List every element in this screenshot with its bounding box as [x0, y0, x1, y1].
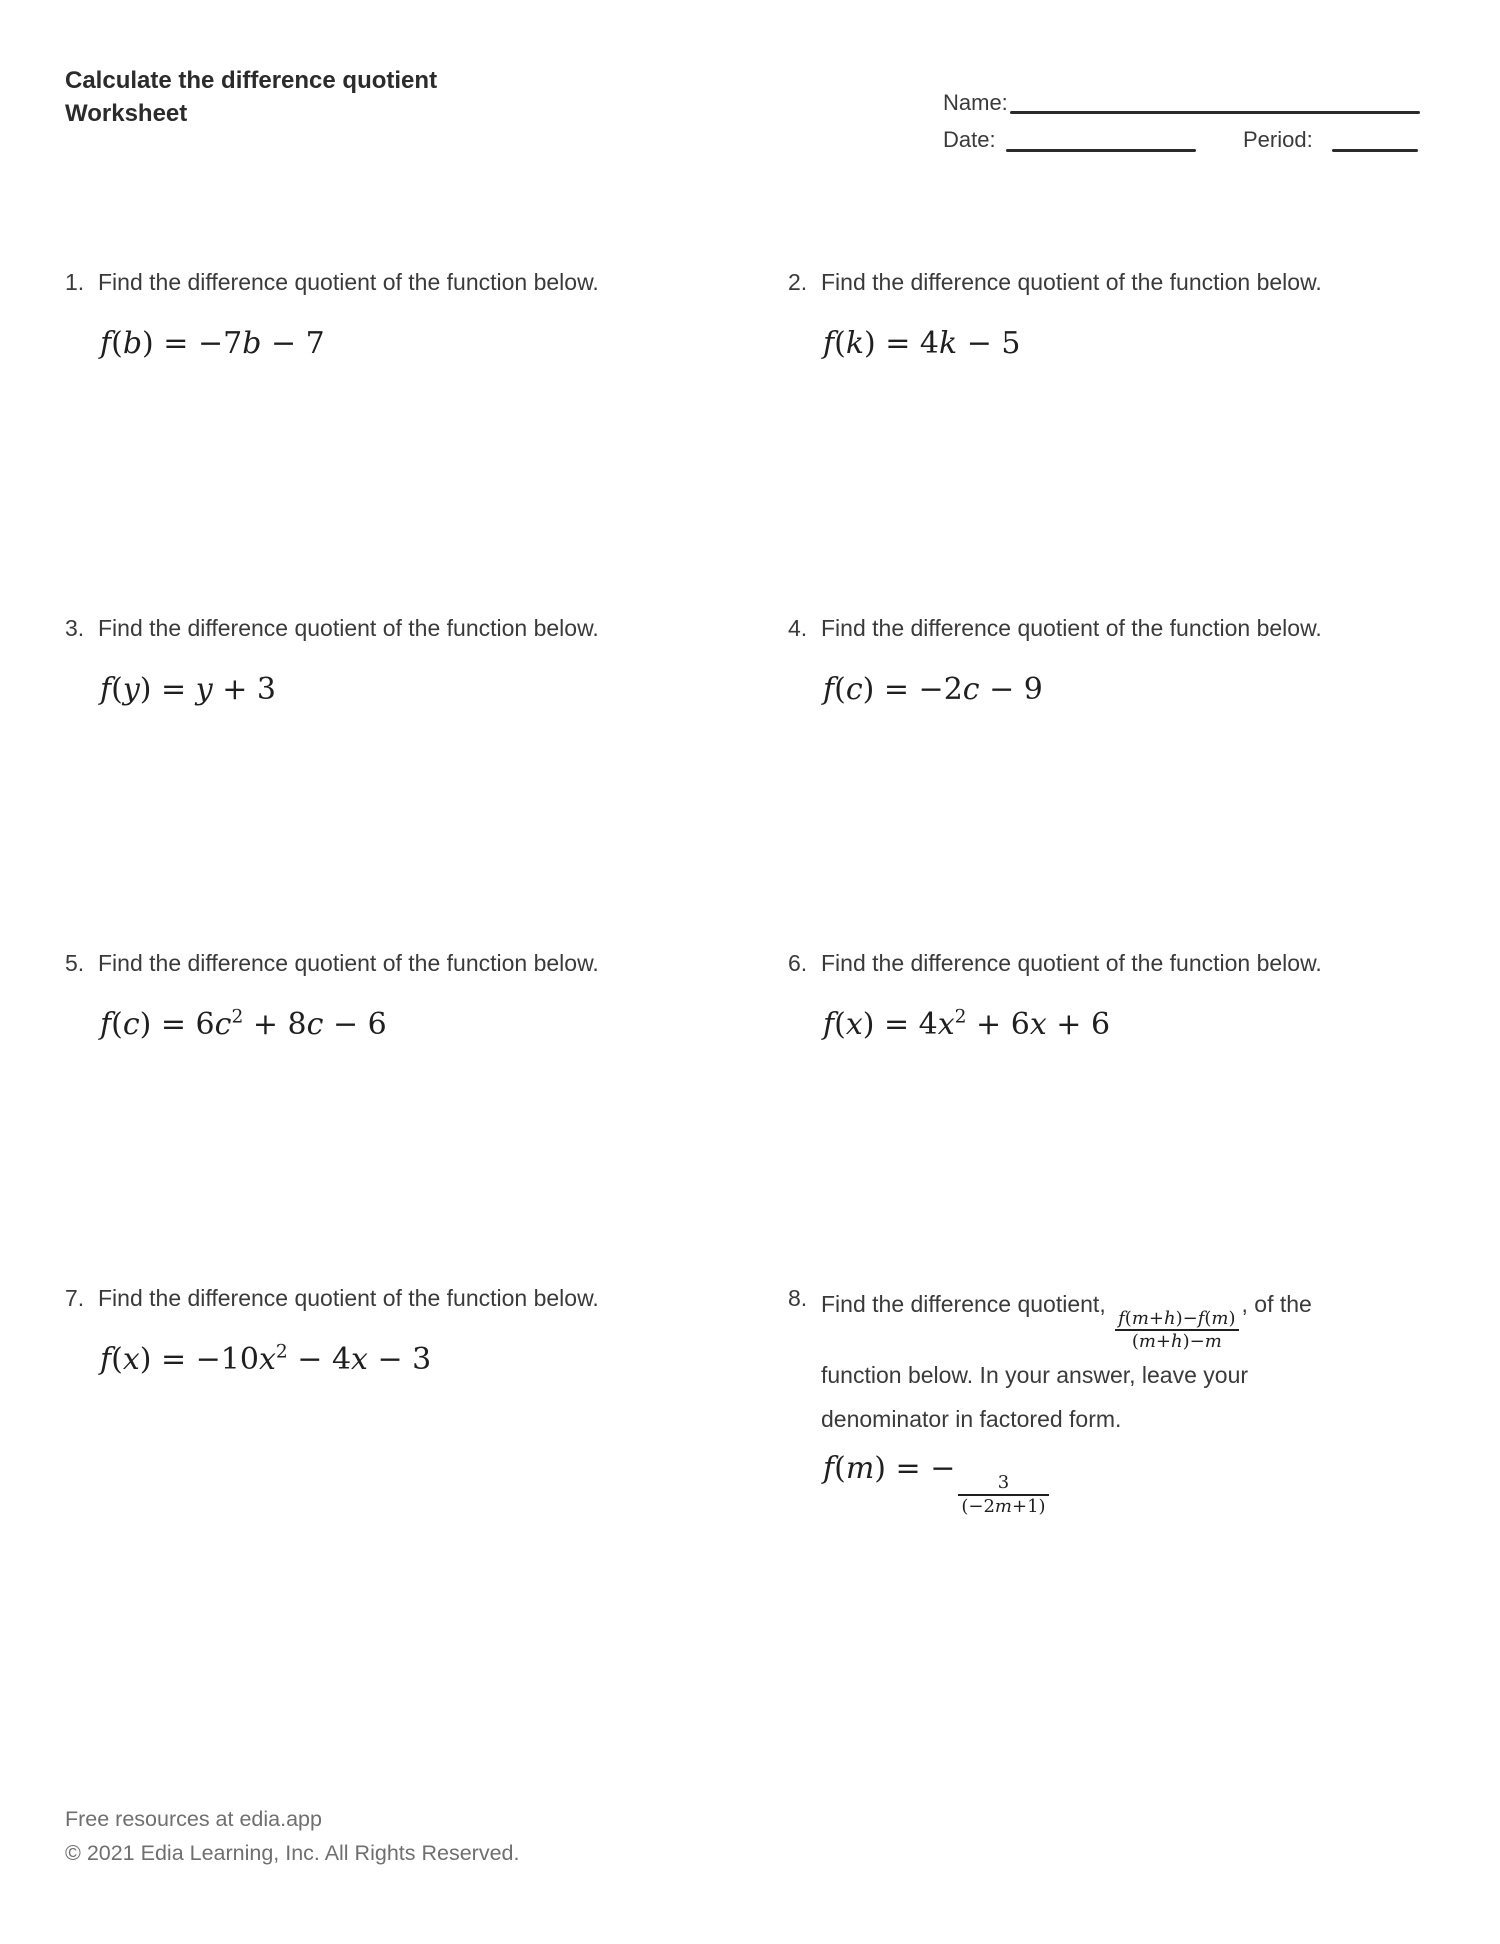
problem-8	[788, 1282, 1460, 1519]
worksheet-title: Calculate the difference quotient	[65, 67, 438, 94]
footer-copyright-text: © 2021 Edia Learning, Inc. All Rights Reserved.	[65, 1841, 520, 1865]
problem-4	[788, 612, 1460, 707]
problem-number: 7.	[65, 1285, 85, 1311]
math-fraction: $\frac{f(m+h)-f(m)}{(m+h)-m}$	[1115, 1308, 1238, 1353]
problem-prompt: Find the difference quotient, $\frac{f(m+h)-f(m)}{(m+h)-m}$ , of the function below. In your answer, leave your denominator in factored form.	[821, 1291, 1312, 1432]
period-blank-line	[1332, 149, 1418, 152]
problem-prompt: Find the difference quotient of the function below.	[98, 950, 599, 976]
problem-prompt: Find the difference quotient of the function below.	[821, 950, 1322, 976]
date-label: Date:	[943, 127, 996, 152]
problem-number: 2.	[788, 269, 808, 295]
problem-2	[788, 266, 1460, 361]
problem-prompt-row	[788, 947, 1460, 979]
period-label: Period:	[1243, 127, 1313, 152]
page-footer	[65, 1802, 519, 1870]
problem-prompt-row	[65, 612, 737, 644]
problem-formula: f(c) = −2c − 9	[823, 672, 1043, 707]
problem-formula: f(b) = −7b − 7	[100, 326, 325, 361]
math-fraction: $\frac{3}{(-2m+1)}$	[958, 1472, 1048, 1519]
problem-formula: f(k) = 4k − 5	[823, 326, 1021, 361]
problem-number: 4.	[788, 615, 808, 641]
problem-formula: f(y) = y + 3	[100, 672, 276, 707]
worksheet-subtitle: Worksheet	[65, 100, 188, 127]
problem-prompt: Find the difference quotient of the function below.	[98, 269, 599, 295]
problem-number: 5.	[65, 950, 85, 976]
problem-number: 3.	[65, 615, 85, 641]
problem-prompt: Find the difference quotient of the function below.	[98, 1285, 599, 1311]
worksheet-title-block	[65, 64, 437, 130]
name-blank-line	[1010, 111, 1420, 114]
problem-prompt: Find the difference quotient of the function below.	[821, 615, 1322, 641]
inline-math	[1112, 1292, 1241, 1353]
problem-3	[65, 612, 737, 707]
problem-formula: f(m) = − $\frac{3}{(-2m+1)}$	[823, 1451, 1460, 1519]
problem-prompt-row	[65, 947, 737, 979]
footer-resources-text: Free resources at edia.app	[65, 1807, 322, 1831]
problem-prompt-row	[788, 612, 1460, 644]
problem-formula: $f(c) = 6c^2 + 8c - 6$	[100, 1006, 387, 1042]
problem-prompt-row	[788, 266, 1460, 298]
problem-1	[65, 266, 737, 361]
problem-prompt: Find the difference quotient of the function below.	[821, 269, 1322, 295]
problem-6	[788, 947, 1460, 1042]
problem-prompt-row	[65, 266, 737, 298]
name-label: Name:	[943, 90, 1008, 115]
problem-formula: $f(x) = -10x^2 - 4x - 3$	[100, 1341, 432, 1377]
problem-prompt: Find the difference quotient of the function below.	[98, 615, 599, 641]
problem-number: 6.	[788, 950, 808, 976]
problem-prompt-row	[65, 1282, 737, 1314]
problem-7	[65, 1282, 737, 1377]
problem-number: 1.	[65, 269, 85, 295]
problem-number: 8.	[788, 1285, 808, 1311]
date-blank-line	[1006, 149, 1196, 152]
problem-5	[65, 947, 737, 1042]
problem-prompt-row	[788, 1282, 1460, 1441]
problem-formula: $f(x) = 4x^2 + 6x + 6$	[823, 1006, 1111, 1042]
